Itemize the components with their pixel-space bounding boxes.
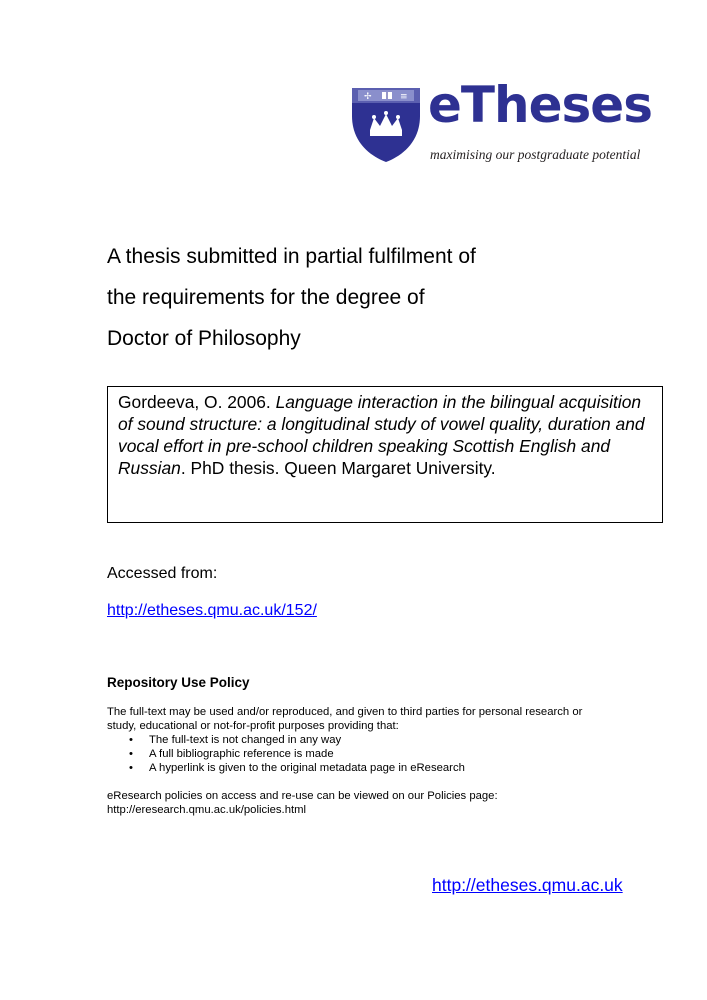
svg-text:✢: ✢ [364,92,372,102]
degree-line: Doctor of Philosophy [107,327,301,350]
citation-title-period: . [180,458,186,478]
citation-title: Language interaction in the bilingual acquisition of sound structure: a longitudinal study of vowel quality, duration and vocal effort in pre-school children speaking Scottish English and Russian [118,392,645,478]
etheses-home-link[interactable]: http://etheses.qmu.ac.uk [432,875,623,895]
university-shield-crest-icon [350,86,422,164]
logo-tagline: maximising our postgraduate potential [430,147,641,162]
list-item [107,733,587,747]
citation-box [107,386,663,523]
degree-line: A thesis submitted in partial fulfilment of [107,245,476,268]
citation-text [118,391,652,479]
list-item-text: The full-text is not changed in any way [149,734,342,746]
policy-heading: Repository Use Policy [107,675,250,690]
bullet-icon: • [129,734,133,746]
policy-outro: eResearch policies on access and re-use can be viewed on our Policies page: http://eresearch.qmu.ac.uk/policies.html [107,790,498,816]
logo-wordmark: eTheses [428,76,652,134]
degree-statement [107,236,627,359]
policy-intro: The full-text may be used and/or reproduced, and given to third parties for personal research or study, educational or not-for-profit purposes providing that: [107,706,583,732]
list-item [107,747,587,761]
policy-conditions-list [107,733,587,775]
svg-text:≡: ≡ [400,92,408,102]
citation-rest: PhD thesis. Queen Margaret University. [190,458,496,478]
repository-use-policy [107,676,587,817]
citation-author-year: Gordeeva, O. 2006. [118,392,271,412]
etheses-logo [350,76,670,166]
bullet-icon: • [129,748,133,760]
list-item-text: A full bibliographic reference is made [149,748,334,760]
degree-line: the requirements for the degree of [107,286,425,309]
list-item-text: A hyperlink is given to the original metadata page in eResearch [149,762,465,774]
bullet-icon: • [129,762,133,774]
list-item [107,761,587,775]
accessed-label: Accessed from: [107,565,218,582]
thesis-record-link[interactable]: http://etheses.qmu.ac.uk/152/ [107,602,317,619]
